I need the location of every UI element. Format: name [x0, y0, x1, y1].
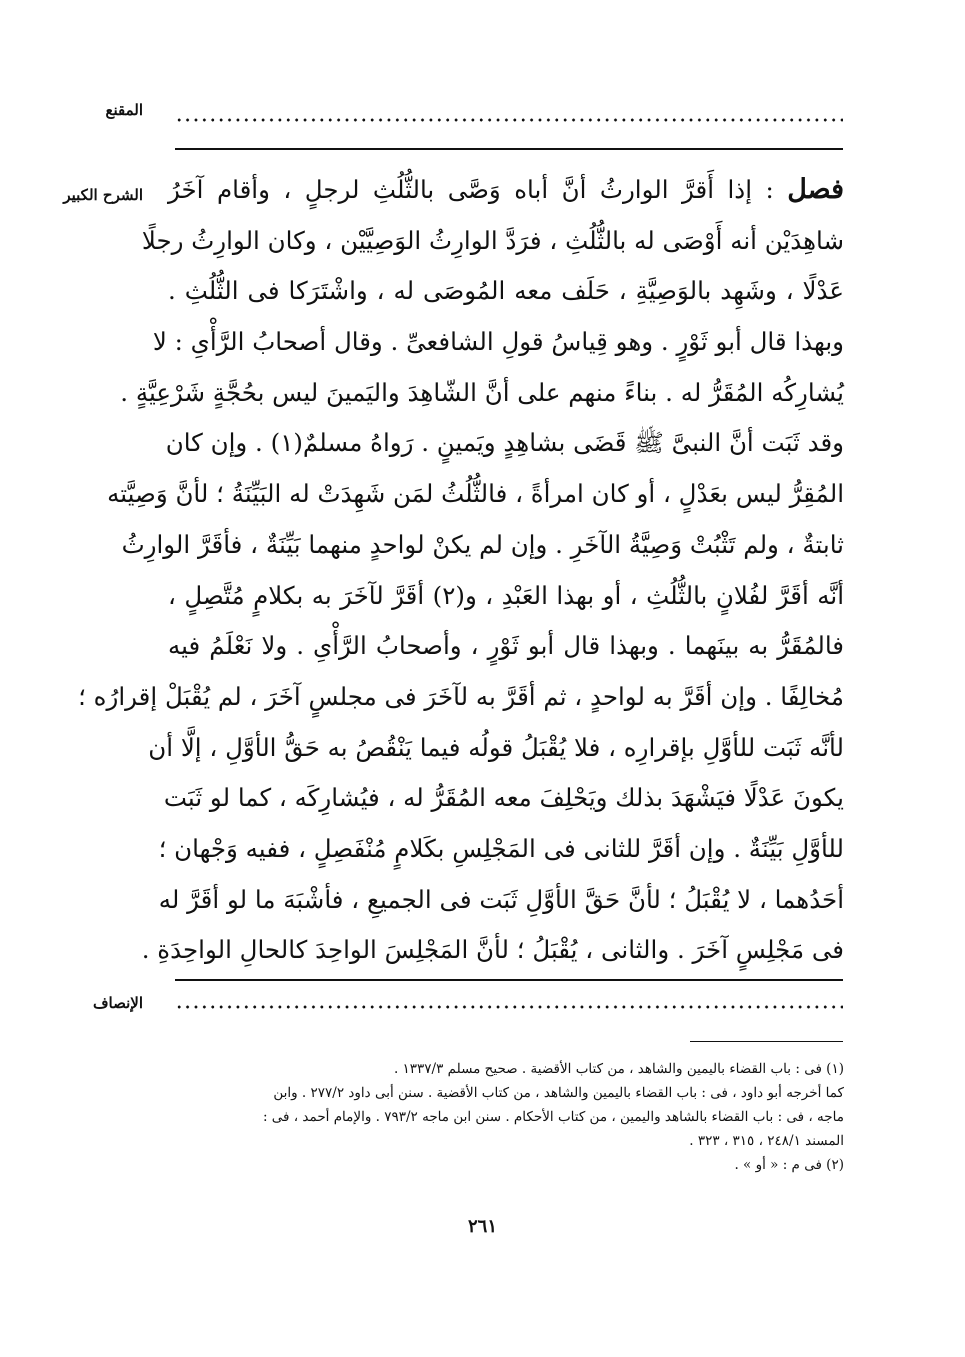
- text-line: أحَدُهما ، لا يُقْبَلُ ؛ لأنَّ حَقَّ الأوَّلِ ثَبَت فى الجميعِ ، فأشْبَهَ ما لو أقَرَّ له: [158, 884, 844, 914]
- section-heading: فصل: [787, 174, 845, 205]
- text-line: فى مَجْلِسٍ آخَرَ . والثانى ، يُقْبَلُ ؛ لأنَّ المَجْلِسَ الواحِدَ كالحالِ الواحِدَةِ .: [141, 935, 844, 965]
- text-line: مُخالِفًا . وإن أقَرَّ به لواحدٍ ، ثم أقَرَّ به لآخَرَ فى مجلسٍ آخَرَ ، لم يُقْبَلْ إقرارُه ؛: [78, 681, 844, 711]
- footnote-line: (١) فى : باب القضاء باليمين والشاهد ، من كتاب الأقضية . صحيح مسلم ١٣٣٧/٣ .: [393, 1061, 844, 1077]
- text-line: فالمُقَرُّ به بينَهما . وبهذا قال أبو ثَوْرٍ ، وأصحابُ الرَّأْىِ . ولا نَعْلَمُ فيه: [168, 631, 844, 661]
- text-line: فصل : إذا أَقرَّ الوارثُ أنَّ أباه وَصَّى بالثُّلُثِ لرجلٍ ، وأقام آخَرُ: [168, 174, 845, 205]
- dotted-separator-top: [175, 118, 843, 122]
- text-line: للأوَّلِ بَيِّنَةٌ . وإن أقَرَّ للثانى فى المَجْلِسِ بكَلامٍ مُنْفَصِلٍ ، ففيه وَجْهان ؛: [158, 833, 844, 863]
- text-line: عَدْلًا ، وشَهِد بالوَصِيَّةِ ، حَلَف معه المُوصَى له ، واشْتَرَكا فى الثُّلُثِ .: [168, 276, 844, 306]
- footnote-line: كما أخرجه أبو داود ، فى : باب القضاء باليمين والشاهد ، من كتاب الأقضية . سنن أبى داود ٢٧٧/٢ . وابن: [273, 1085, 844, 1101]
- header-rule: [175, 148, 843, 150]
- text-line: وبهذا قال أبو ثَوْرٍ . وهو قِياسُ قولِ الشافعىِّ . وقال أصحابُ الرَّأْىِ : لا: [152, 327, 844, 357]
- main-bottom-rule: [175, 979, 843, 981]
- text-line: المُقِرُّ ليس بعَدْلٍ ، أو كان امرأةً ، فالثُّلُثُ لمَن شَهِدَتْ له البَيِّنَةُ ؛ لأنَّ وَصِيَّته: [107, 479, 844, 509]
- section-label-sharh: الشرح الكبير: [63, 186, 143, 204]
- footnote-line: ماجه ، فى : باب القضاء بالشاهد واليمين ، من كتاب الأحكام . سنن ابن ماجه ٧٩٣/٢ . والإمام أحمد ، فى :: [262, 1109, 844, 1125]
- text-line: وقد ثَبَت أنَّ النبىَّ ﷺ قَضَى بشاهِدٍ ويَمينٍ . رَواهُ مسلمٌ(١) . وإن كان: [165, 428, 844, 458]
- dotted-separator-bottom: [175, 1005, 843, 1009]
- text-line: لأنَّه ثَبَت للأوَّلِ بإقرارِه ، فلا يُقْبَلُ قولُه فيما يَنْقُصُ به حَقُّ الأوَّلِ ، إلَّا أن: [148, 732, 844, 762]
- text-line: يكونَ عَدْلًا فيَشْهَدَ بذلك ويَحْلِفَ معه المُقَرُّ له ، فيُشارِكَه ، كما لو ثَبَت: [163, 783, 844, 813]
- footnote-line: (٢) فى م : « أو » .: [734, 1157, 844, 1173]
- footnote-line: المسند ٢٤٨/١ ، ٣١٥ ، ٣٢٣ .: [689, 1133, 844, 1149]
- footnotes-block: [168, 1057, 844, 1177]
- text-line: يُشارِكُه المُقَرُّ له . بناءً منهم على أنَّ الشّاهِدَ واليَمينَ ليس بحُجَّةٍ شَرْعِيَّةٍ .: [120, 377, 844, 407]
- text-line: شاهِدَيْن أنه أَوْصَى له بالثُّلُثِ ، فرَدَّ الوارِثُ الوَصِيَّيْن ، وكان الوارِثُ رجلًا: [141, 225, 844, 255]
- page-number: ٢٦١: [467, 1216, 497, 1237]
- section-label-insaf: الإنصاف: [92, 994, 143, 1012]
- text-line: ثابتةٌ ، ولم تَثْبُتْ وَصِيَّةُ الآخَرِ . وإن لم يكنْ لواحدٍ منهما بَيِّنَةٌ ، فأقَرَّ الوارِثُ: [121, 529, 844, 559]
- book-label-muqni: المقنع: [105, 101, 143, 119]
- text-line: أنَّه أقَرَّ لفُلانٍ بالثُّلُثِ ، أو بهذا العَبْدِ ، و(٢) أقَرَّ لآخَرَ به بكلامٍ مُتَّصِلٍ ،: [168, 580, 844, 610]
- footnote-rule: [690, 1041, 843, 1042]
